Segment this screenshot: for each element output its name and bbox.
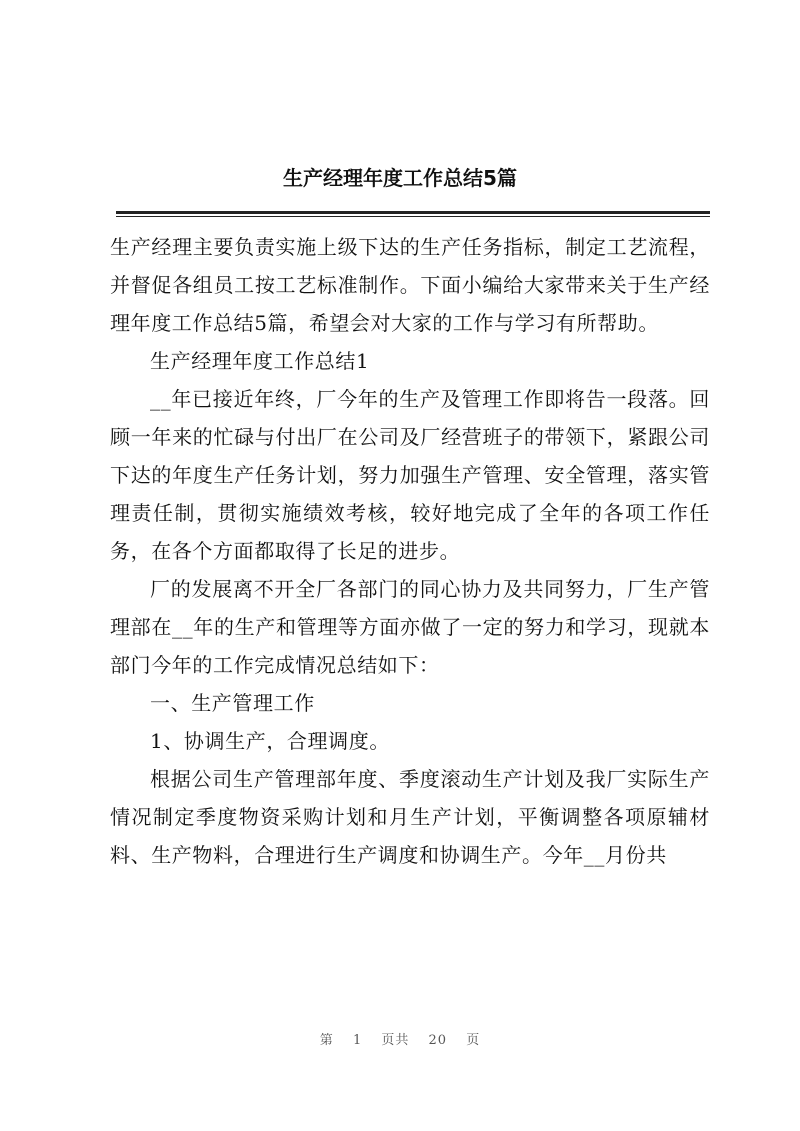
section-heading-production-management: 一、生产管理工作 [150,691,315,715]
page-label-suffix: 页 [466,1033,481,1048]
page-label-mid: 页共 [381,1033,410,1048]
intro-paragraph: 生产经理主要负责实施上级下达的生产任务指标，制定工艺流程，并督促各组员工按工艺标准制作。下面小编给大家带来关于生产经理年度工作总结5篇，希望会对大家的工作与学习有所帮助。 [110,235,710,335]
total-page-count: 20 [428,1033,448,1048]
body-paragraph: __年已接近年终，厂今年的生产及管理工作即将告一段落。回顾一年来的忙碌与付出厂在公司及厂经营班子的带领下，紧跟公司下达的年度生产任务计划，努力加强生产管理、安全管理，落实管理责任制，贯彻实施绩效考核，较好地完成了全年的各项工作任务，在各个方面都取得了长足的进步。 [110,387,710,563]
document-body [110,228,710,874]
title-divider-thin [116,216,710,217]
page-label-prefix: 第 [319,1033,334,1048]
title-divider-thick [116,211,710,214]
body-paragraph: 根据公司生产管理部年度、季度滚动生产计划及我厂实际生产情况制定季度物资采购计划和月生产计划，平衡调整各项原辅材料、生产物料，合理进行生产调度和协调生产。今年__月份共 [110,767,710,867]
page-footer [0,1032,800,1050]
subsection-heading-coordination: 1、协调生产，合理调度。 [150,729,390,753]
current-page-number: 1 [352,1033,363,1048]
document-title: 生产经理年度工作总结5篇 [283,166,517,190]
body-paragraph: 厂的发展离不开全厂各部门的同心协力及共同努力，厂生产管理部在__年的生产和管理等方面亦做了一定的努力和学习，现就本部门今年的工作完成情况总结如下： [110,577,710,677]
section-heading-summary-1: 生产经理年度工作总结1 [150,349,370,373]
